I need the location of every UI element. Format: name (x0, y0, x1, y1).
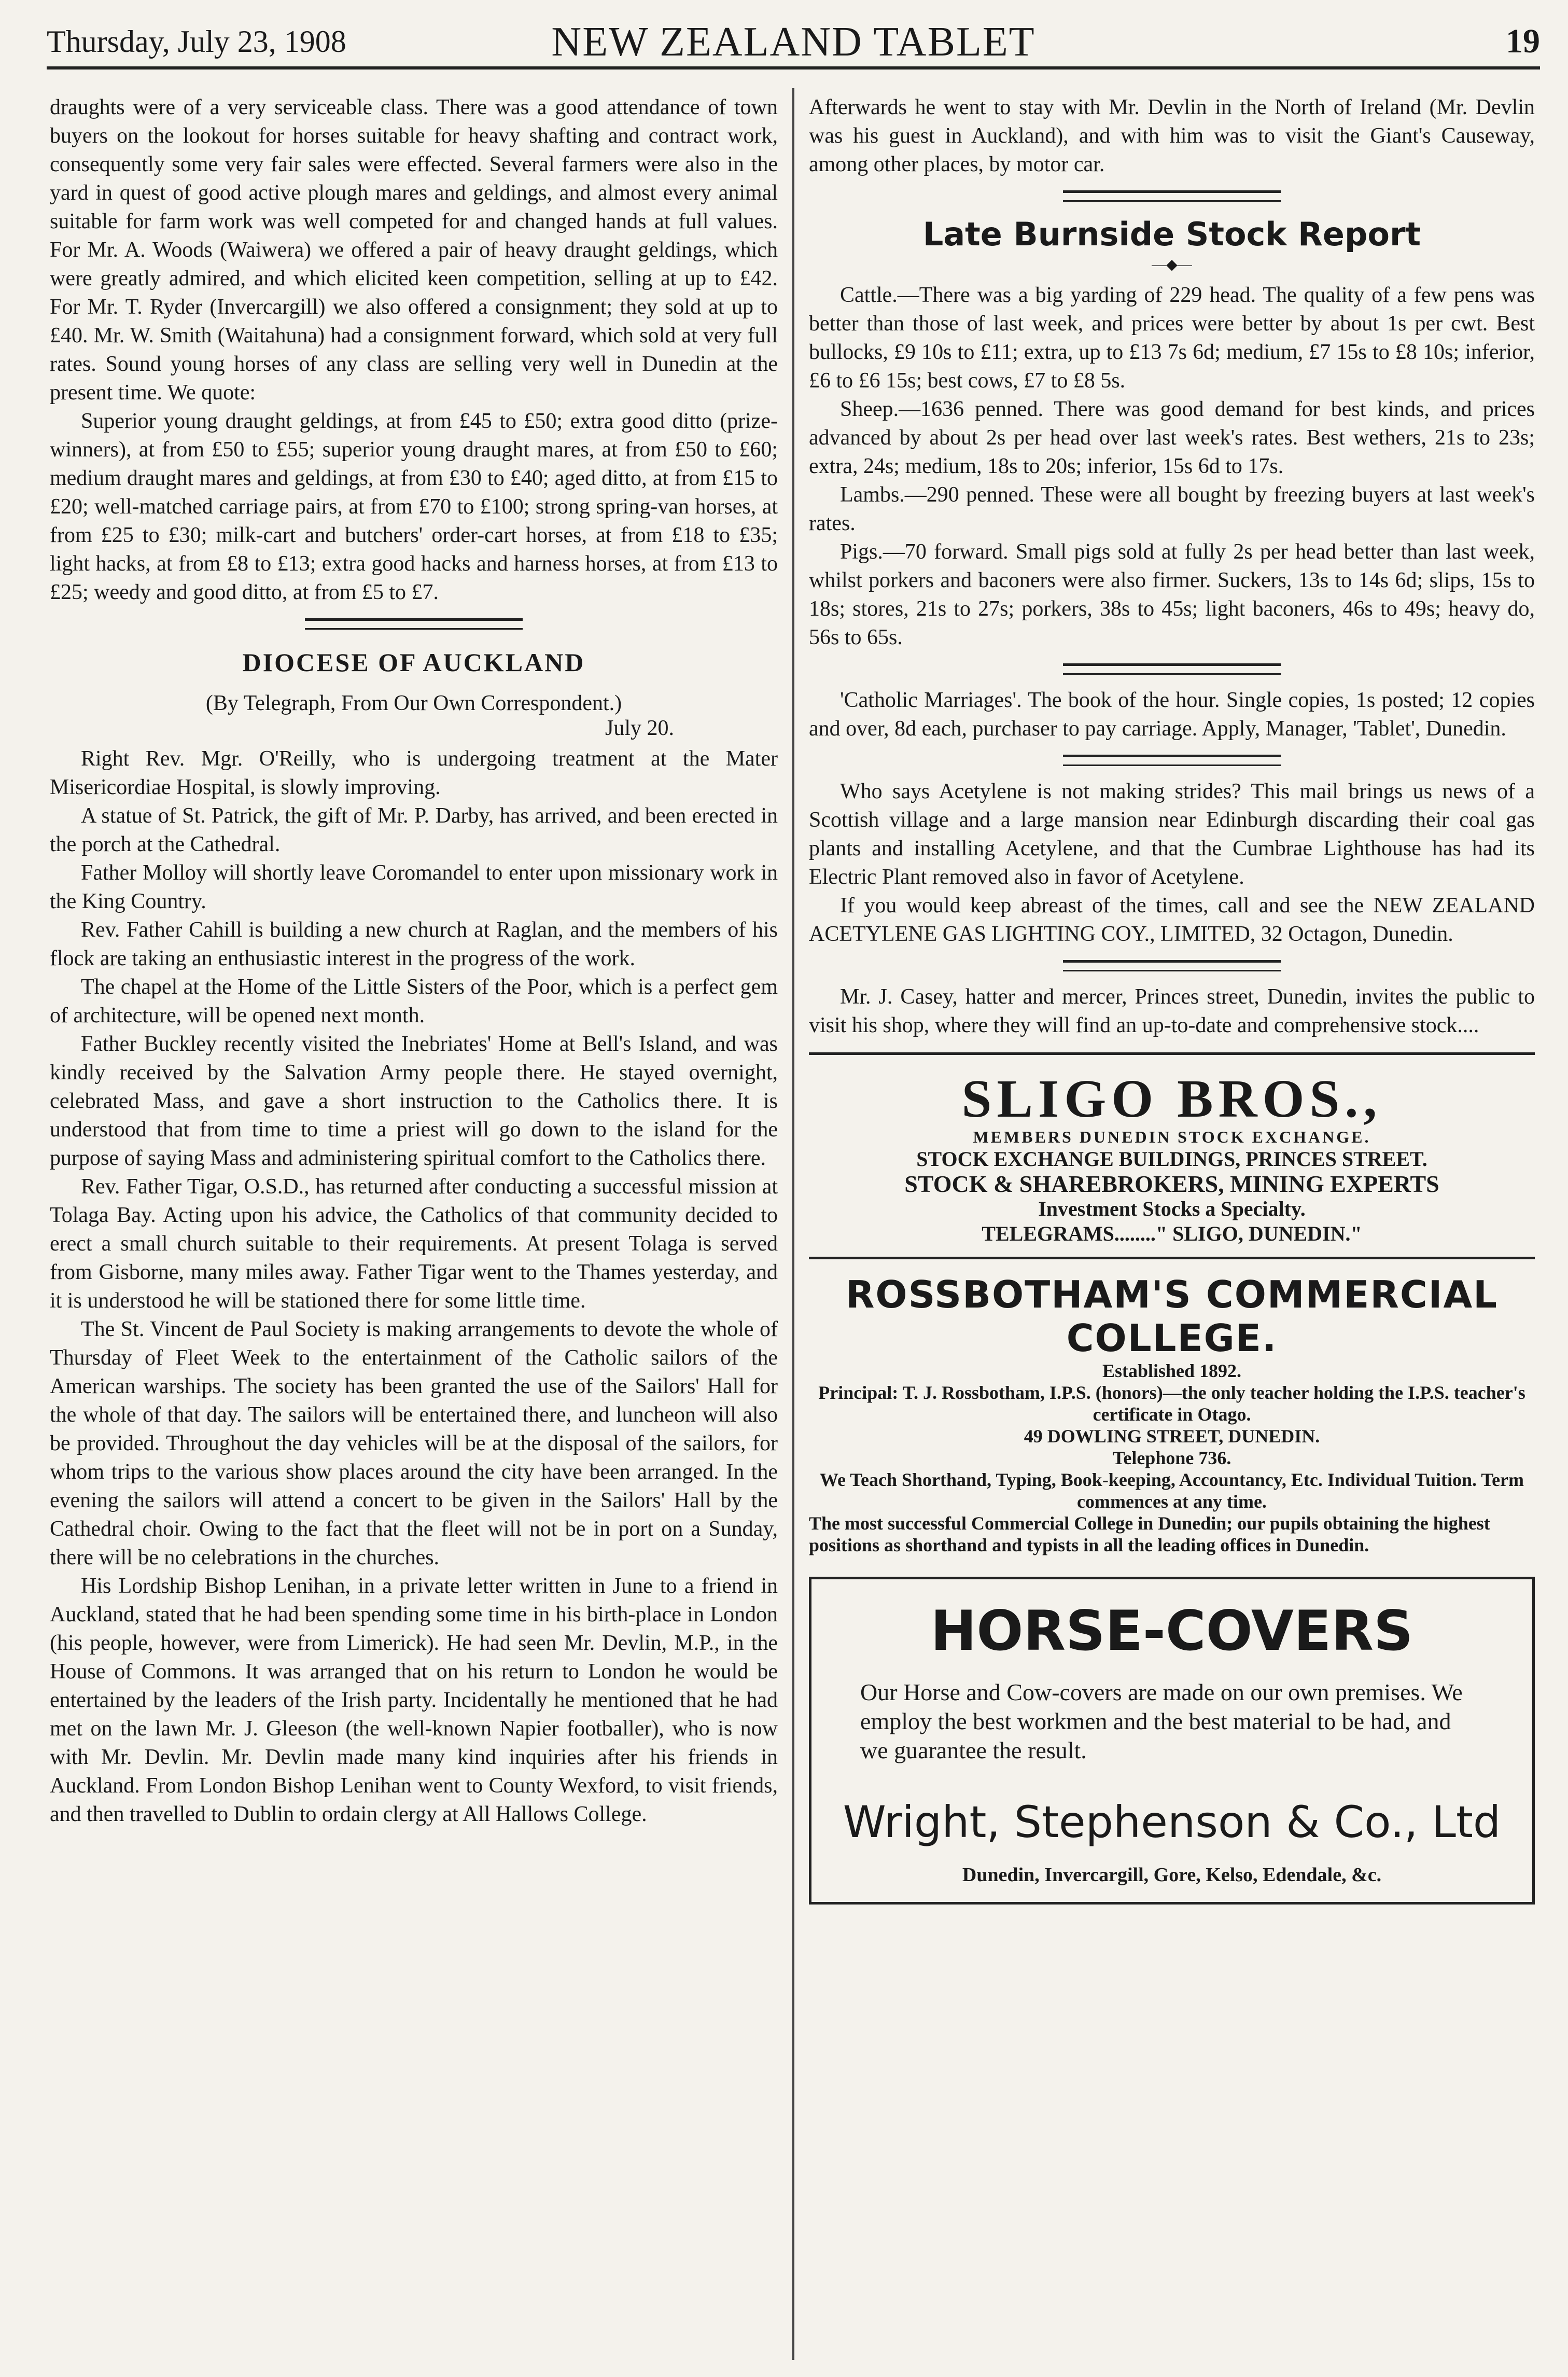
rossbotham-established: Established 1892. (1102, 1360, 1242, 1381)
diamond-ornament-icon: —◆— (1152, 257, 1192, 273)
horse-sale-quotes: Superior young draught geldings, at from £45 to £50; extra good ditto (prize-winners), at from £50 to £55; superior young draught mares, at from £50 to £60; medium draught mares and geldings, at from £30 to £40; aged ditto, at from £15 to £20; well-matched carriage pairs, at from £70 to £100; strong spring-van horses, at from £25 to £30; milk-cart and butchers' order-cart horses, at from £18 to £35; light hacks, at from £8 to £13; extra good hacks and harness horses, at from £13 to £25; weedy and good ditto, at from £5 to £7. (50, 409, 778, 604)
section-rule (1063, 663, 1281, 675)
section-rule (1063, 960, 1281, 971)
section-rule (1063, 755, 1281, 766)
diocese-paragraph: His Lordship Bishop Lenihan, in a private letter written in June to a friend in Auckland, stated that he had been spending some time in his birth-place in London (his people, however, were from Limerick). He had seen Mr. Devlin, M.P., in the House of Commons. It was arranged that on his return to London he would be entertained by the leaders of the Irish party. Incidentally he mentioned that he had met on the lawn Mr. J. Gleeson (the well-known Napier footballer), who is now with Mr. Devlin. Mr. Devlin made many kind inquiries after his friends in Auckland. From London Bishop Lenihan went to County Wexford, to visit friends, and then travelled to Dublin to ordain clergy at All Hallows College. (50, 1574, 778, 1826)
page-header (47, 15, 1540, 69)
diocese-paragraph: Father Molloy will shortly leave Coromandel to enter upon missionary work in the King Country. (50, 861, 778, 913)
rossbotham-principal: Principal: T. J. Rossbotham, I.P.S. (honors)—the only teacher holding the I.P.S. teacher's certificate in Otago. (818, 1382, 1525, 1425)
stock-report-paragraph: Lambs.—290 penned. These were all bought by freezing buyers at last week's rates. (809, 483, 1535, 535)
stock-report-article (809, 215, 1535, 652)
sligo-telegrams: TELEGRAMS........" SLIGO, DUNEDIN." (982, 1222, 1362, 1245)
rossbotham-advert (809, 1273, 1535, 1556)
section-rule (1063, 190, 1281, 202)
sligo-address: STOCK EXCHANGE BUILDINGS, PRINCES STREET. (916, 1147, 1427, 1171)
horse-covers-towns: Dunedin, Invercargill, Gore, Kelso, Edendale, &c. (962, 1864, 1382, 1886)
diocese-dateline: July 20. (605, 716, 674, 740)
stock-report-heading: Late Burnside Stock Report (922, 215, 1421, 253)
stock-report-paragraph: Cattle.—There was a big yarding of 229 head. The quality of a few pens was better than those of last week, and prices were better by about 1s per cwt. Best bullocks, £9 10s to £11; extra, up to £13 7s 6d; medium, £7 15s to £8 10s; inferior, £6 to £6 15s; best cows, £7 to £8 5s. (809, 283, 1535, 393)
stock-report-paragraph: Pigs.—70 forward. Small pigs sold at fully 2s per head better than last week, whilst porkers and baconers were also firmer. Suckers, 13s to 14s 6d; slips, 15s to 18s; stores, 21s to 27s; porkers, 38s to 45s; light baconers, 46s to 49s; heavy do, 56s to 65s. (809, 540, 1535, 649)
section-rule (305, 618, 523, 630)
masthead: NEW ZEALAND TABLET (551, 19, 1035, 65)
horse-sale-paragraph: draughts were of a very serviceable class. There was a good attendance of town buyers on the lookout for horses suitable for heavy shafting and contract work, consequently some very fair sales were effected. Several farmers were also in the yard in quest of good active plough mares and geldings, and almost every animal suitable for farm work was well competed for and changed hands at full values. For Mr. A. Woods (Waiwera) we offered a pair of heavy draught geldings, which were greatly admired, and which elicited keen competition, selling at up to £42. For Mr. T. Ryder (Invercargill) we also offered a consignment; they sold at up to £40. Mr. W. Smith (Waitahuna) had a consignment forward, which sold at very full rates. Sound young horses of any class are selling very well in Dunedin at the present time. We quote: (50, 95, 778, 405)
acetylene-paragraph: If you would keep abreast of the times, call and see the NEW ZEALAND ACETYLENE GAS LIGHTING COY., LIMITED, 32 Octagon, Dunedin. (809, 894, 1535, 946)
sligo-title: SLIGO BROS., (961, 1069, 1382, 1129)
horse-covers-body: Our Horse and Cow-covers are made on our own premises. We employ the best workmen and the best material to be had, and we guarantee the result. (860, 1679, 1463, 1763)
sligo-advert (809, 1071, 1535, 1246)
rossbotham-success: The most successful Commercial College in Dunedin; our pupils obtaining the highest positions as shorthand and typists in all the leading offices in Dunedin. (809, 1513, 1490, 1555)
left-column (50, 93, 778, 1829)
diocese-paragraph: Rev. Father Cahill is building a new church at Raglan, and the members of his flock are taking an enthusiastic interest in the progress of the work. (50, 918, 778, 970)
stock-report-paragraph: Sheep.—1636 penned. There was good demand for best kinds, and prices advanced by about 2s per head over last week's rates. Best wethers, 21s to 23s; extra, 24s; medium, 18s to 20s; inferior, 15s 6d to 17s. (809, 397, 1535, 478)
right-column (809, 93, 1535, 1905)
horse-covers-company: Wright, Stephenson & Co., Ltd (843, 1797, 1501, 1847)
column-divider (792, 88, 794, 2360)
diocese-paragraph: The chapel at the Home of the Little Sisters of the Poor, which is a perfect gem of architecture, will be opened next month. (50, 975, 778, 1027)
diocese-paragraph: The St. Vincent de Paul Society is making arrangements to devote the whole of Thursday of Fleet Week to the entertainment of the Catholic sailors of the American warships. The society has been granted the use of the Sailors' Hall for the whole of that day. The sailors will be entertained there, and luncheon will also be provided. Throughout the day vehicles will be at the disposal of the sailors, for whom trips to the various show places around the city have been arranged. In the evening the sailors will attend a concert to be given in the Sailors' Hall by the Cathedral choir. Owing to the fact that the fleet will not be in port on a Sunday, there will be no celebrations in the churches. (50, 1317, 778, 1569)
sligo-members: MEMBERS DUNEDIN STOCK EXCHANGE. (973, 1128, 1371, 1146)
acetylene-paragraph: Who says Acetylene is not making strides? This mail brings us news of a Scottish village and a large mansion near Edinburgh discarding their coal gas plants and installing Acetylene, and that the Cumbrae Lighthouse has had its Electric Plant removed also in favor of Acetylene. (809, 780, 1535, 889)
diocese-paragraph: Right Rev. Mgr. O'Reilly, who is undergoing treatment at the Mater Misericordiae Hospital, is slowly improving. (50, 747, 778, 799)
advert-rule (809, 1257, 1535, 1261)
sligo-trade: STOCK & SHAREBROKERS, MINING EXPERTS (904, 1171, 1439, 1197)
diocese-paragraph: A statue of St. Patrick, the gift of Mr. P. Darby, has arrived, and been erected in the porch at the Cathedral. (50, 804, 778, 856)
sligo-specialty: Investment Stocks a Specialty. (1038, 1197, 1306, 1220)
rossbotham-title: ROSSBOTHAM'S COMMERCIAL COLLEGE. (845, 1273, 1499, 1360)
rossbotham-telephone: Telephone 736. (1112, 1448, 1231, 1468)
diocese-heading: DIOCESE OF AUCKLAND (242, 648, 585, 677)
rossbotham-address: 49 DOWLING STREET, DUNEDIN. (1024, 1426, 1320, 1447)
page-number: 19 (1506, 22, 1540, 60)
rossbotham-teach: We Teach Shorthand, Typing, Book-keeping, Accountancy, Etc. Individual Tuition. Term commences at any time. (819, 1469, 1524, 1512)
diocese-paragraph: Rev. Father Tigar, O.S.D., has returned after conducting a successful mission at Tolaga Bay. Acting upon his advice, the Catholics of that community decided to erect a small church suitable to their requirements. At present Tolaga is served from Gisborne, many miles away. Father Tigar went to the Thames yesterday, and it is understood he will be stationed there for some little time. (50, 1175, 778, 1313)
casey-notice: Mr. J. Casey, hatter and mercer, Princes street, Dunedin, invites the public to visit his shop, where they will find an up-to-date and comprehensive stock.... (809, 985, 1535, 1037)
horse-covers-title: HORSE-COVERS (930, 1599, 1413, 1663)
diocese-paragraph: Father Buckley recently visited the Inebriates' Home at Bell's Island, and was kindly received by the Salvation Army people there. He stayed overnight, celebrated Mass, and gave a short instruction to the Catholics there. It is understood that from time to time a priest will go down to the island for the purpose of saying Mass and administering spiritual comfort to the Catholics there. (50, 1032, 778, 1170)
marriages-notice: 'Catholic Marriages'. The book of the hour. Single copies, 1s posted; 12 copies and over, 8d each, purchaser to pay carriage. Apply, Manager, 'Tablet', Dunedin. (809, 688, 1535, 741)
diocese-article (50, 647, 778, 1829)
diocese-byline: (By Telegraph, From Our Own Correspondent.) (205, 691, 622, 715)
advert-rule (809, 1052, 1535, 1057)
continuation-paragraph: Afterwards he went to stay with Mr. Devlin in the North of Ireland (Mr. Devlin was his guest in Auckland), and with him was to visit the Giant's Causeway, among other places, by motor car. (809, 95, 1535, 176)
issue-date: Thursday, July 23, 1908 (47, 24, 346, 59)
horse-covers-advert (809, 1577, 1535, 1905)
